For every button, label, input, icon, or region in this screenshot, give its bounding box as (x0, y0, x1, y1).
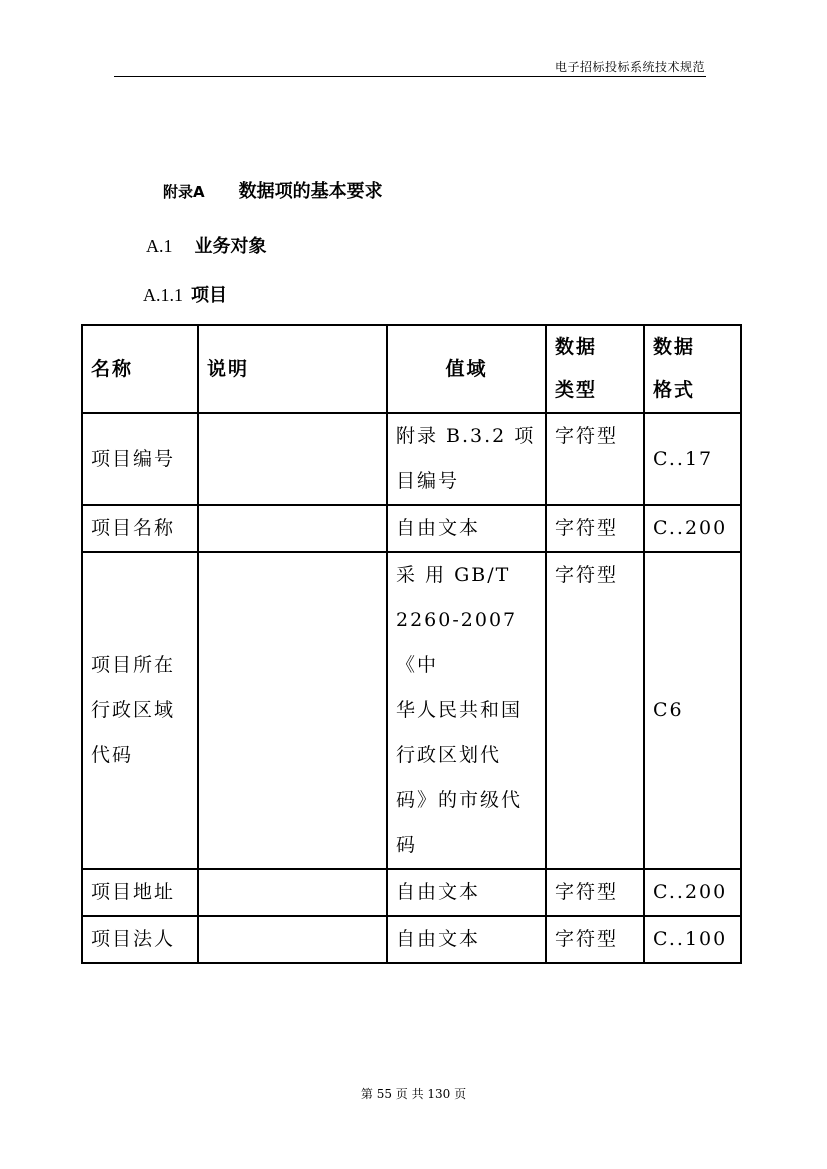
section-number: A.1 (146, 236, 173, 256)
cell-line: 码 (396, 834, 418, 856)
header-value-range: 值域 (387, 325, 546, 413)
header-description: 说明 (198, 325, 387, 413)
section-heading-a11 (143, 281, 227, 307)
cell-data-format: C..100 (644, 916, 741, 963)
cell-line: 自由文本 (396, 881, 481, 903)
cell-line: 2260-2007《中 (396, 609, 518, 676)
cell-data-format: C..200 (644, 869, 741, 916)
cell-name (82, 552, 198, 869)
running-header: 电子招标投标系统技术规范 (554, 60, 705, 74)
cell-data-format: C..200 (644, 505, 741, 552)
section-heading-a1 (146, 232, 267, 258)
cell-name (82, 505, 198, 552)
header-rule (114, 76, 706, 77)
section-title: 项目 (191, 285, 227, 306)
header-line: 格式 (653, 379, 696, 401)
appendix-title: 数据项的基本要求 (238, 181, 383, 202)
appendix-heading (163, 177, 383, 203)
cell-value-range (387, 552, 546, 869)
cell-data-type: 字符型 (546, 869, 644, 916)
header-data-type (546, 325, 644, 413)
header-line: 类型 (555, 379, 598, 401)
cell-line: 目编号 (396, 470, 460, 492)
table-row (82, 413, 741, 505)
cell-description (198, 552, 387, 869)
table-row (82, 916, 741, 963)
cell-data-type: 字符型 (546, 413, 644, 505)
cell-data-format: C6 (644, 552, 741, 869)
cell-line: 行政区域 (91, 699, 176, 721)
data-item-table (81, 324, 742, 964)
cell-line: 码》的市级代 (396, 789, 523, 811)
table-row (82, 869, 741, 916)
cell-line: 华人民共和国 (396, 699, 523, 721)
cell-line: 项目所在 (91, 654, 176, 676)
cell-name (82, 916, 198, 963)
section-title: 业务对象 (194, 236, 267, 257)
cell-name (82, 413, 198, 505)
cell-name (82, 869, 198, 916)
header-data-format (644, 325, 741, 413)
header-name: 名称 (82, 325, 198, 413)
cell-value-range (387, 413, 546, 505)
cell-line: 项目法人 (91, 928, 176, 950)
cell-data-type: 字符型 (546, 505, 644, 552)
table-row (82, 505, 741, 552)
section-number: A.1.1 (143, 285, 183, 305)
table-header-row (82, 325, 741, 413)
header-line: 数据 (653, 336, 696, 358)
cell-line: 项目地址 (91, 881, 176, 903)
cell-data-type: 字符型 (546, 552, 644, 869)
appendix-label: 附录A (163, 183, 205, 201)
cell-line: 采 用 GB/T (396, 564, 511, 586)
cell-value-range (387, 916, 546, 963)
table-row (82, 552, 741, 869)
cell-line: 代码 (91, 744, 134, 766)
cell-line: 自由文本 (396, 517, 481, 539)
cell-data-type: 字符型 (546, 916, 644, 963)
cell-description (198, 916, 387, 963)
cell-line: 项目编号 (91, 447, 176, 470)
header-line: 数据 (555, 336, 598, 358)
cell-line: 项目名称 (91, 517, 176, 539)
cell-description (198, 505, 387, 552)
cell-description (198, 869, 387, 916)
page-footer: 第 55 页 共 130 页 (360, 1087, 467, 1101)
cell-line: 自由文本 (396, 928, 481, 950)
cell-value-range (387, 505, 546, 552)
cell-data-format: C..17 (644, 413, 741, 505)
cell-value-range (387, 869, 546, 916)
cell-line: 附录 B.3.2 项 (396, 425, 536, 447)
cell-line: 行政区划代 (396, 744, 502, 766)
cell-description (198, 413, 387, 505)
